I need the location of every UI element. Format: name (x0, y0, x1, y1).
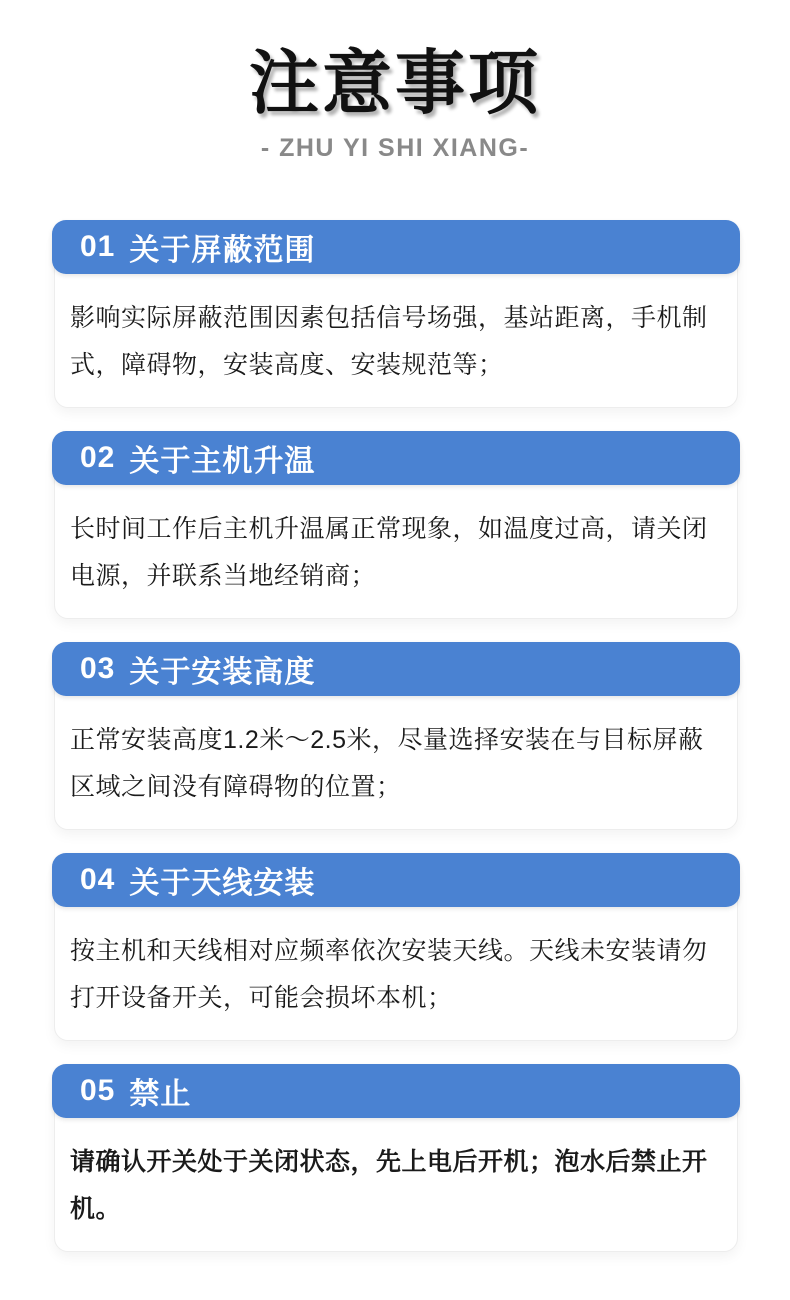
sections-list (52, 220, 740, 1252)
section-card-shielding-range (52, 220, 740, 408)
page-subtitle: - ZHU YI SHI XIANG- (260, 133, 530, 162)
page-title: 注意事项 (249, 44, 541, 122)
section-number: 01 (80, 229, 116, 263)
section-card-forbidden (52, 1064, 740, 1252)
section-header (52, 220, 740, 274)
section-number: 02 (80, 440, 116, 474)
section-body: 请确认开关处于关闭状态，先上电后开机；泡水后禁止开机。 (54, 1072, 738, 1252)
section-body: 按主机和天线相对应频率依次安装天线。天线未安装请勿打开设备开关，可能会损坏本机； (54, 861, 738, 1041)
section-body: 正常安装高度1.2米～2.5米，尽量选择安装在与目标屏蔽区域之间没有障碍物的位置； (54, 650, 738, 830)
section-number: 04 (80, 862, 116, 896)
section-card-install-height (52, 642, 740, 830)
page-header (0, 0, 790, 163)
section-number: 05 (80, 1073, 116, 1107)
section-header (52, 853, 740, 907)
section-header (52, 431, 740, 485)
section-heading: 关于安装高度 (129, 655, 316, 689)
section-number: 03 (80, 651, 116, 685)
section-heading: 禁止 (129, 1077, 192, 1111)
section-card-antenna-install (52, 853, 740, 1041)
section-header (52, 642, 740, 696)
section-card-host-heating (52, 431, 740, 619)
section-body: 长时间工作后主机升温属正常现象，如温度过高，请关闭电源，并联系当地经销商； (54, 439, 738, 619)
section-body: 影响实际屏蔽范围因素包括信号场强，基站距离，手机制式，障碍物，安装高度、安装规范等； (54, 228, 738, 408)
section-heading: 关于天线安装 (129, 866, 316, 900)
section-heading: 关于主机升温 (129, 444, 316, 478)
section-header (52, 1064, 740, 1118)
section-heading: 关于屏蔽范围 (129, 233, 316, 267)
